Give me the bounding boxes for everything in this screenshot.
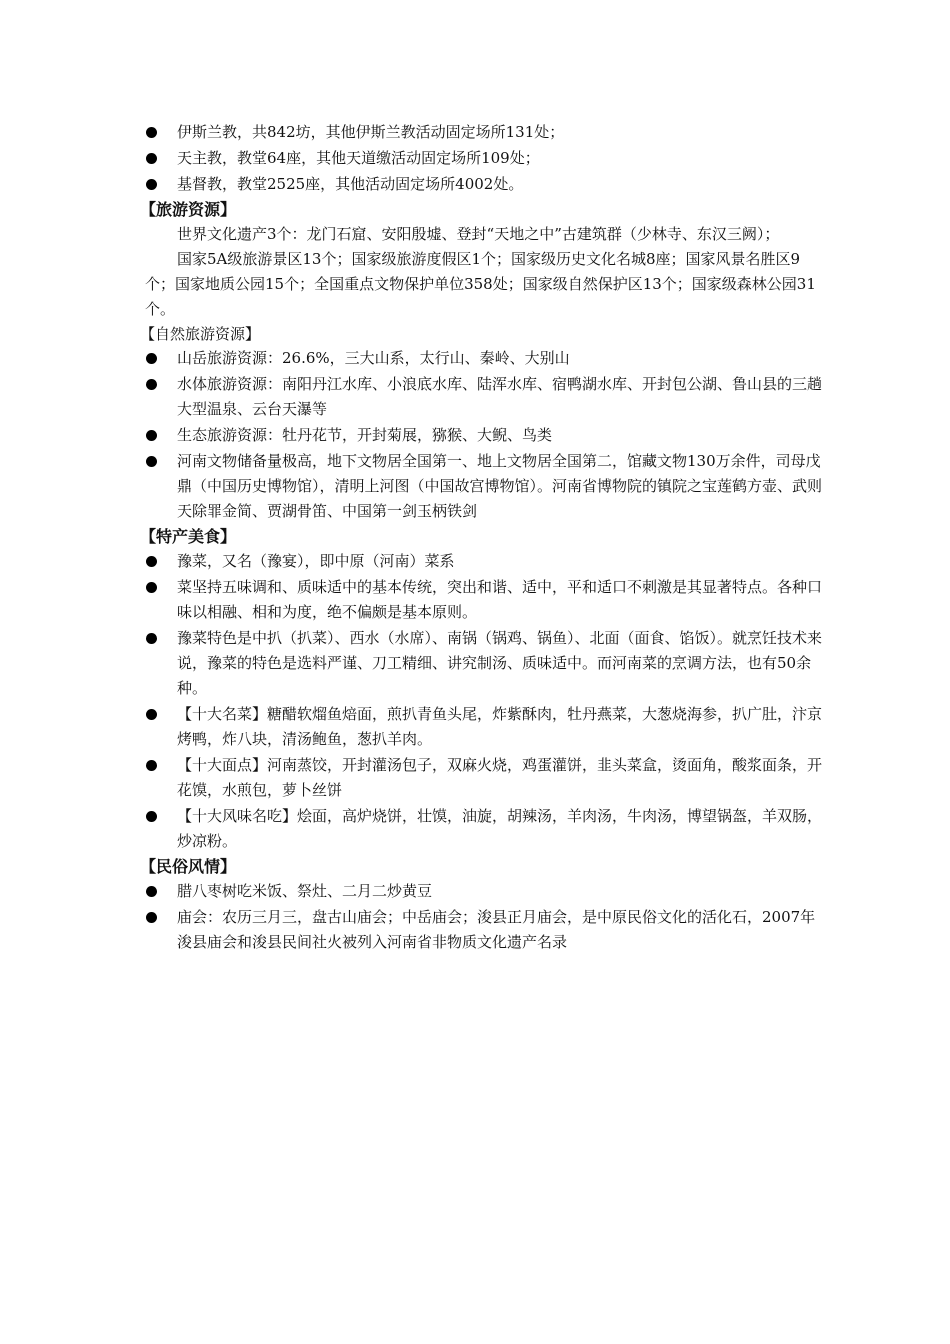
section-heading-tourism: 【旅游资源】 [140,200,237,219]
list-item [0,146,950,171]
bullet-icon [146,709,157,720]
list-item-text: 菜坚持五味调和、质味适中的基本传统，突出和谐、适中，平和适口不刺激是其显著特点。各种口味以相融、相和为度，绝不偏颇是基本原则。 [177,578,823,621]
section-heading-natural: 【自然旅游资源】 [140,325,261,343]
list-item-text: 山岳旅游资源：26.6%，三大山系，太行山、秦岭、大别山 [177,349,570,367]
paragraph: 世界文化遗产3个：龙门石窟、安阳殷墟、登封“天地之中”古建筑群（少林寺、东汉三阙）； [177,225,780,243]
list-item-text: 【十大名菜】糖醋软熘鱼焙面，煎扒青鱼头尾，炸紫酥肉，牡丹燕菜，大葱烧海参，扒广肚，汴京烤鸭，炸八块，清汤鲍鱼，葱扒羊肉。 [177,705,823,748]
list-item [0,626,950,701]
list-item [0,449,950,524]
list-item-text: 【十大风味名吃】烩面，高炉烧饼，壮馍，油旋，胡辣汤，羊肉汤，牛肉汤，博望锅盔，羊双肠，炒凉粉。 [177,807,823,850]
list-item-text: 水体旅游资源：南阳丹江水库、小浪底水库、陆浑水库、宿鸭湖水库、开封包公湖、鲁山县的三趟大型温泉、云台天瀑等 [177,375,823,418]
bullet-icon [146,430,157,441]
list-item-text: 豫菜，又名（豫宴），即中原（河南）菜系 [177,552,455,570]
list-item-text: 天主教，教堂64座，其他天道缴活动固定场所109处； [177,149,540,167]
list-item [0,549,950,574]
bullet-icon [146,912,157,923]
paragraph: 国家5A级旅游景区13个；国家级旅游度假区1个；国家级历史文化名城8座；国家风景名胜区9个；国家地质公园15个；全国重点文物保护单位358处；国家级自然保护区13个；国家级森林公园31个。 [145,250,816,318]
list-item-text: 【十大面点】河南蒸饺，开封灌汤包子，双麻火烧，鸡蛋灌饼，韭头菜盒，烫面角，酸浆面条，开花馍，水煎包，萝卜丝饼 [177,756,823,799]
bullet-icon [146,886,157,897]
bullet-icon [146,379,157,390]
section-heading-folk: 【民俗风情】 [140,857,237,876]
bullet-icon [146,633,157,644]
bullet-icon [146,127,157,138]
bullet-icon [146,811,157,822]
list-item-text: 庙会：农历三月三，盘古山庙会；中岳庙会；浚县正月庙会，是中原民俗文化的活化石，2007年浚县庙会和浚县民间社火被列入河南省非物质文化遗产名录 [177,908,816,951]
list-item-text: 生态旅游资源：牡丹花节，开封菊展，猕猴、大鲵、鸟类 [177,426,553,444]
list-item-text: 腊八枣树吃米饭、祭灶、二月二炒黄豆 [177,882,433,900]
list-item-text: 河南文物储备量极高，地下文物居全国第一、地上文物居全国第二，馆藏文物130万余件，司母戊鼎（中国历史博物馆），清明上河图（中国故宫博物馆）。河南省博物院的镇院之宝莲鹤方壶、武则天除罪金简、贾湖骨笛、中国第一剑玉柄铁剑 [177,452,823,520]
list-item [0,804,950,854]
list-item [0,372,950,422]
bullet-icon [146,456,157,467]
list-item [0,575,950,625]
bullet-icon [146,179,157,190]
list-item-text: 豫菜特色是中扒（扒菜）、西水（水席）、南锅（锅鸡、锅鱼）、北面（面食、馅饭）。就烹饪技术来说，豫菜的特色是选料严谨、刀工精细、讲究制汤、质味适中。而河南菜的烹调方法，也有50余种。 [177,629,823,697]
list-item [0,879,950,904]
list-item [0,120,950,145]
list-item [0,423,950,448]
list-item [0,346,950,371]
section-heading-food: 【特产美食】 [140,527,237,546]
list-item [0,172,950,197]
list-item-text: 基督教，教堂2525座，其他活动固定场所4002处。 [177,175,524,193]
list-item-text: 伊斯兰教，共842坊，其他伊斯兰教活动固定场所131处； [177,123,565,141]
list-item [0,905,950,955]
bullet-icon [146,582,157,593]
bullet-icon [146,760,157,771]
list-item [0,753,950,803]
bullet-icon [146,153,157,164]
bullet-icon [146,353,157,364]
list-item [0,702,950,752]
bullet-icon [146,556,157,567]
document-page [0,120,950,956]
